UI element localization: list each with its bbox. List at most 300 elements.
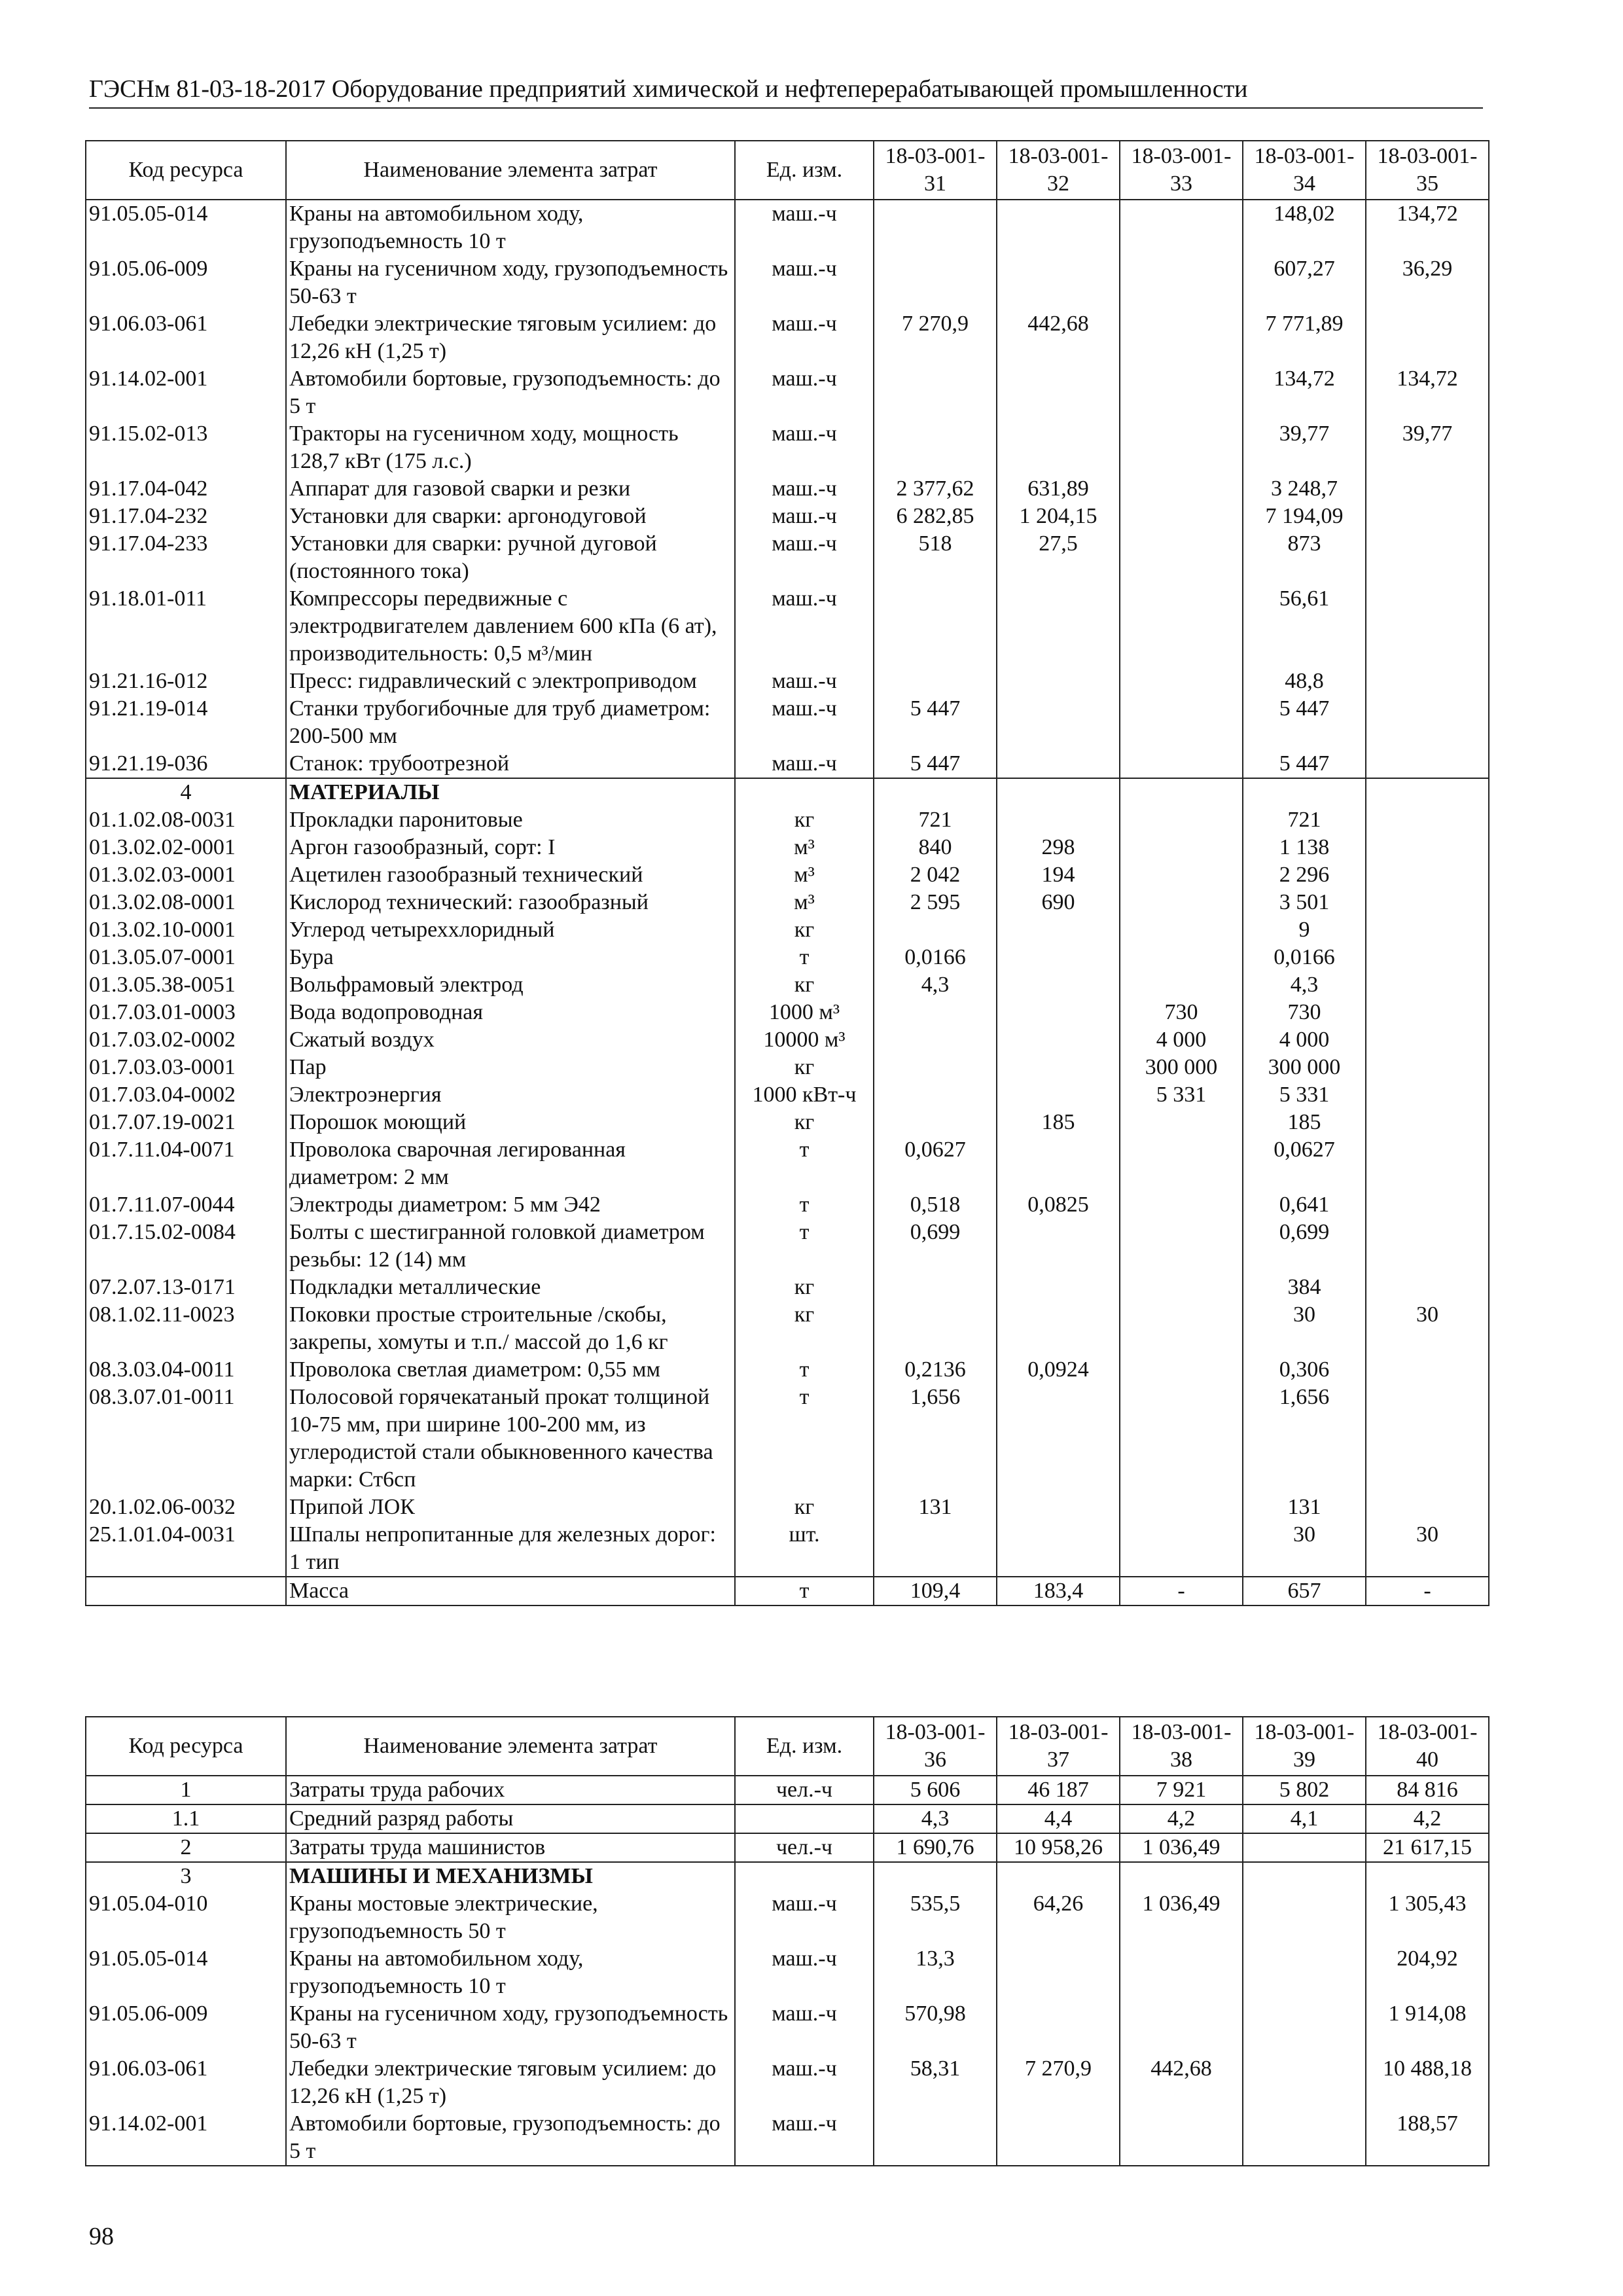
value-cell: 518 [874, 530, 997, 585]
value-cell: 204,92 [1366, 1945, 1489, 2000]
value-cell [997, 2110, 1120, 2166]
value-cell: 690 [997, 889, 1120, 916]
value-cell [874, 585, 997, 668]
value-cell [1366, 503, 1489, 530]
table-row [86, 1494, 1489, 1521]
table-row [86, 834, 1489, 861]
table-row [86, 1384, 1489, 1494]
value-cell [1120, 889, 1243, 916]
value-cell: - [1120, 1577, 1243, 1605]
column-header: 18-03-001-35 [1366, 141, 1489, 200]
value-cell [997, 695, 1120, 750]
unit-cell: кг [735, 1274, 874, 1301]
code-cell: 01.3.05.38-0051 [86, 971, 286, 999]
value-cell: 0,0627 [874, 1136, 997, 1191]
code-cell: 25.1.01.04-0031 [86, 1521, 286, 1577]
code-cell: 4 [86, 778, 286, 806]
value-cell: 0,0825 [997, 1191, 1120, 1219]
unit-cell: м³ [735, 861, 874, 889]
unit-cell: маш.-ч [735, 200, 874, 255]
value-cell: 13,3 [874, 1945, 997, 2000]
value-cell [1120, 420, 1243, 475]
value-cell [997, 585, 1120, 668]
value-cell: 384 [1243, 1274, 1366, 1301]
code-cell: 91.05.05-014 [86, 200, 286, 255]
value-cell [997, 1494, 1120, 1521]
unit-cell: т [735, 1191, 874, 1219]
value-cell: 730 [1120, 999, 1243, 1026]
table-row [86, 1945, 1489, 2000]
table-row [86, 806, 1489, 834]
value-cell: 2 296 [1243, 861, 1366, 889]
value-cell: 131 [874, 1494, 997, 1521]
value-cell: 4 000 [1243, 1026, 1366, 1054]
column-header: Наименование элемента затрат [286, 141, 735, 200]
value-cell: 300 000 [1243, 1054, 1366, 1081]
table-row [86, 255, 1489, 310]
name-cell: Углерод четыреххлоридный [286, 916, 735, 944]
value-cell [874, 1301, 997, 1356]
value-cell: 570,98 [874, 2000, 997, 2055]
name-cell: Тракторы на гусеничном ходу, мощность 128,7 кВт (175 л.с.) [286, 420, 735, 475]
value-cell [1366, 1862, 1489, 1890]
value-cell [997, 1054, 1120, 1081]
unit-cell: маш.-ч [735, 530, 874, 585]
value-cell [1366, 530, 1489, 585]
value-cell [1120, 200, 1243, 255]
name-cell: Лебедки электрические тяговым усилием: до 12,26 кН (1,25 т) [286, 310, 735, 365]
value-cell [874, 778, 997, 806]
value-cell: 148,02 [1243, 200, 1366, 255]
value-cell: 0,306 [1243, 1356, 1366, 1384]
unit-cell: чел.-ч [735, 1776, 874, 1804]
name-cell: Подкладки металлические [286, 1274, 735, 1301]
value-cell [1366, 778, 1489, 806]
name-cell: Краны на автомобильном ходу, грузоподъемность 10 т [286, 1945, 735, 2000]
value-cell: 27,5 [997, 530, 1120, 585]
value-cell [1120, 1356, 1243, 1384]
table-row [86, 1081, 1489, 1109]
value-cell [997, 1384, 1120, 1494]
value-cell [1243, 2055, 1366, 2110]
value-cell: 134,72 [1366, 200, 1489, 255]
code-cell: 01.3.02.10-0001 [86, 916, 286, 944]
name-cell: Припой ЛОК [286, 1494, 735, 1521]
value-cell: 2 042 [874, 861, 997, 889]
unit-cell: маш.-ч [735, 695, 874, 750]
value-cell [874, 999, 997, 1026]
name-cell: Затраты труда машинистов [286, 1833, 735, 1862]
unit-cell: маш.-ч [735, 750, 874, 778]
unit-cell: маш.-ч [735, 1945, 874, 2000]
unit-cell: т [735, 1577, 874, 1605]
value-cell [1120, 1109, 1243, 1136]
value-cell [1366, 916, 1489, 944]
table-row [86, 200, 1489, 255]
value-cell [1366, 944, 1489, 971]
value-cell: 4,4 [997, 1804, 1120, 1833]
column-header: 18-03-001-32 [997, 141, 1120, 200]
value-cell [1120, 1219, 1243, 1274]
column-header: 18-03-001-37 [997, 1717, 1120, 1776]
value-cell: 5 802 [1243, 1776, 1366, 1804]
value-cell: 298 [997, 834, 1120, 861]
value-cell: 5 447 [874, 750, 997, 778]
value-cell: 6 282,85 [874, 503, 997, 530]
column-header: 18-03-001-38 [1120, 1717, 1243, 1776]
unit-cell: маш.-ч [735, 365, 874, 420]
table-row [86, 475, 1489, 503]
value-cell: 46 187 [997, 1776, 1120, 1804]
unit-cell: кг [735, 806, 874, 834]
unit-cell: маш.-ч [735, 1890, 874, 1945]
value-cell: 4,2 [1366, 1804, 1489, 1833]
resource-table-2 [85, 1716, 1489, 2166]
unit-cell: маш.-ч [735, 475, 874, 503]
value-cell: 7 771,89 [1243, 310, 1366, 365]
code-cell: 1.1 [86, 1804, 286, 1833]
value-cell [1120, 1274, 1243, 1301]
value-cell [997, 971, 1120, 999]
value-cell: 721 [874, 806, 997, 834]
name-cell: Порошок моющий [286, 1109, 735, 1136]
value-cell: 56,61 [1243, 585, 1366, 668]
code-cell: 2 [86, 1833, 286, 1862]
table-row [86, 1577, 1489, 1605]
value-cell: 730 [1243, 999, 1366, 1026]
value-cell: 58,31 [874, 2055, 997, 2110]
code-cell: 91.18.01-011 [86, 585, 286, 668]
name-cell: Прокладки паронитовые [286, 806, 735, 834]
name-cell: Краны на гусеничном ходу, грузоподъемность 50-63 т [286, 255, 735, 310]
code-cell: 01.3.02.03-0001 [86, 861, 286, 889]
table-row [86, 1301, 1489, 1356]
value-cell: 3 248,7 [1243, 475, 1366, 503]
table-row [86, 1776, 1489, 1804]
name-cell: Вода водопроводная [286, 999, 735, 1026]
unit-cell: маш.-ч [735, 310, 874, 365]
value-cell: 134,72 [1243, 365, 1366, 420]
table-row [86, 1109, 1489, 1136]
value-cell [997, 1026, 1120, 1054]
value-cell [874, 1081, 997, 1109]
value-cell: - [1366, 1577, 1489, 1605]
value-cell: 10 958,26 [997, 1833, 1120, 1862]
value-cell [1120, 916, 1243, 944]
value-cell: 5 331 [1120, 1081, 1243, 1109]
value-cell [1120, 503, 1243, 530]
value-cell: 4,3 [874, 971, 997, 999]
code-cell: 91.06.03-061 [86, 2055, 286, 2110]
value-cell: 0,699 [1243, 1219, 1366, 1274]
value-cell [1120, 861, 1243, 889]
value-cell [1120, 971, 1243, 999]
value-cell [997, 944, 1120, 971]
name-cell: Аргон газообразный, сорт: I [286, 834, 735, 861]
value-cell: 0,0166 [874, 944, 997, 971]
name-cell: Вольфрамовый электрод [286, 971, 735, 999]
code-cell: 01.7.03.02-0002 [86, 1026, 286, 1054]
name-cell: Проволока сварочная легированная диаметром: 2 мм [286, 1136, 735, 1191]
column-header: Ед. изм. [735, 141, 874, 200]
value-cell: 631,89 [997, 475, 1120, 503]
value-cell [1366, 806, 1489, 834]
unit-cell: т [735, 1356, 874, 1384]
table-row [86, 1804, 1489, 1833]
value-cell: 39,77 [1243, 420, 1366, 475]
value-cell: 7 270,9 [874, 310, 997, 365]
value-cell: 840 [874, 834, 997, 861]
code-cell: 01.7.03.04-0002 [86, 1081, 286, 1109]
name-cell: Краны на автомобильном ходу, грузоподъемность 10 т [286, 200, 735, 255]
unit-cell: маш.-ч [735, 585, 874, 668]
code-cell: 01.7.03.03-0001 [86, 1054, 286, 1081]
value-cell: 30 [1243, 1301, 1366, 1356]
code-cell: 08.3.07.01-0011 [86, 1384, 286, 1494]
value-cell [1366, 889, 1489, 916]
name-cell: Установки для сварки: ручной дуговой (постоянного тока) [286, 530, 735, 585]
table-row [86, 503, 1489, 530]
unit-cell: 1000 кВт-ч [735, 1081, 874, 1109]
table-header-row [86, 1717, 1489, 1776]
value-cell [1366, 999, 1489, 1026]
name-cell: Шпалы непропитанные для железных дорог: 1 тип [286, 1521, 735, 1577]
value-cell [1120, 365, 1243, 420]
value-cell: 48,8 [1243, 668, 1366, 695]
value-cell: 5 447 [1243, 750, 1366, 778]
table-row [86, 1890, 1489, 1945]
table-row [86, 530, 1489, 585]
unit-cell: 1000 м³ [735, 999, 874, 1026]
value-cell [997, 1081, 1120, 1109]
value-cell [874, 1054, 997, 1081]
table-row [86, 1026, 1489, 1054]
value-cell [1243, 2110, 1366, 2166]
value-cell [997, 1219, 1120, 1274]
unit-cell: м³ [735, 889, 874, 916]
value-cell: 1 204,15 [997, 503, 1120, 530]
value-cell: 300 000 [1120, 1054, 1243, 1081]
value-cell [1120, 475, 1243, 503]
value-cell [1120, 1384, 1243, 1494]
name-cell: Болты с шестигранной головкой диаметром резьбы: 12 (14) мм [286, 1219, 735, 1274]
code-cell: 91.21.16-012 [86, 668, 286, 695]
value-cell: 5 447 [874, 695, 997, 750]
value-cell [1120, 944, 1243, 971]
table-row [86, 695, 1489, 750]
value-cell: 7 270,9 [997, 2055, 1120, 2110]
unit-cell: 10000 м³ [735, 1026, 874, 1054]
value-cell: 0,518 [874, 1191, 997, 1219]
code-cell: 91.17.04-042 [86, 475, 286, 503]
value-cell [1120, 1136, 1243, 1191]
unit-cell: чел.-ч [735, 1833, 874, 1862]
value-cell: 873 [1243, 530, 1366, 585]
code-cell: 01.7.03.01-0003 [86, 999, 286, 1026]
unit-cell: т [735, 1136, 874, 1191]
code-cell: 20.1.02.06-0032 [86, 1494, 286, 1521]
name-cell: Краны мостовые электрические, грузоподъемность 50 т [286, 1890, 735, 1945]
value-cell [874, 1026, 997, 1054]
value-cell: 4,2 [1120, 1804, 1243, 1833]
value-cell: 188,57 [1366, 2110, 1489, 2166]
value-cell: 657 [1243, 1577, 1366, 1605]
value-cell: 721 [1243, 806, 1366, 834]
name-cell: Автомобили бортовые, грузоподъемность: до 5 т [286, 2110, 735, 2166]
value-cell: 4,1 [1243, 1804, 1366, 1833]
value-cell: 5 447 [1243, 695, 1366, 750]
page-header: ГЭСНм 81-03-18-2017 Оборудование предприятий химической и нефтеперерабатывающей промышленности [89, 73, 1483, 109]
value-cell: 0,699 [874, 1219, 997, 1274]
value-cell [1366, 834, 1489, 861]
value-cell [997, 1521, 1120, 1577]
unit-cell: м³ [735, 834, 874, 861]
code-cell: 91.14.02-001 [86, 365, 286, 420]
code-cell [86, 1577, 286, 1605]
value-cell [997, 365, 1120, 420]
value-cell [1120, 310, 1243, 365]
unit-cell: маш.-ч [735, 503, 874, 530]
value-cell: 64,26 [997, 1890, 1120, 1945]
value-cell [874, 668, 997, 695]
value-cell: 1 036,49 [1120, 1890, 1243, 1945]
value-cell [1243, 1945, 1366, 2000]
value-cell: 0,0924 [997, 1356, 1120, 1384]
code-cell: 01.3.05.07-0001 [86, 944, 286, 971]
value-cell: 4,3 [1243, 971, 1366, 999]
value-cell: 607,27 [1243, 255, 1366, 310]
value-cell: 4 000 [1120, 1026, 1243, 1054]
value-cell: 3 501 [1243, 889, 1366, 916]
value-cell: 185 [997, 1109, 1120, 1136]
value-cell [874, 916, 997, 944]
name-cell: Проволока светлая диаметром: 0,55 мм [286, 1356, 735, 1384]
name-cell: МАТЕРИАЛЫ [286, 778, 735, 806]
column-header: 18-03-001-36 [874, 1717, 997, 1776]
table-header-row [86, 141, 1489, 200]
name-cell: Затраты труда рабочих [286, 1776, 735, 1804]
code-cell: 91.05.04-010 [86, 1890, 286, 1945]
value-cell [997, 255, 1120, 310]
name-cell: Пар [286, 1054, 735, 1081]
value-cell [874, 420, 997, 475]
table-row [86, 1054, 1489, 1081]
value-cell: 0,0166 [1243, 944, 1366, 971]
value-cell: 1 036,49 [1120, 1833, 1243, 1862]
value-cell: 5 331 [1243, 1081, 1366, 1109]
value-cell [1120, 668, 1243, 695]
unit-cell: маш.-ч [735, 2055, 874, 2110]
table-row [86, 2055, 1489, 2110]
value-cell: 10 488,18 [1366, 2055, 1489, 2110]
code-cell: 07.2.07.13-0171 [86, 1274, 286, 1301]
table-row [86, 778, 1489, 806]
value-cell [1366, 1356, 1489, 1384]
value-cell [1243, 778, 1366, 806]
value-cell: 1 914,08 [1366, 2000, 1489, 2055]
name-cell: Полосовой горячекатаный прокат толщиной 10-75 мм, при ширине 100-200 мм, из углеродистой стали обыкновенного качества марки: Ст6сп [286, 1384, 735, 1494]
table-row [86, 2000, 1489, 2055]
unit-cell: маш.-ч [735, 420, 874, 475]
code-cell: 08.3.03.04-0011 [86, 1356, 286, 1384]
name-cell: Станки трубогибочные для труб диаметром: 200-500 мм [286, 695, 735, 750]
code-cell: 91.14.02-001 [86, 2110, 286, 2166]
value-cell [1366, 475, 1489, 503]
value-cell: 185 [1243, 1109, 1366, 1136]
value-cell [1366, 1136, 1489, 1191]
table-row [86, 1862, 1489, 1890]
value-cell [1243, 2000, 1366, 2055]
name-cell: Поковки простые строительные /скобы, закрепы, хомуты и т.п./ массой до 1,6 кг [286, 1301, 735, 1356]
unit-cell: маш.-ч [735, 2000, 874, 2055]
column-header: 18-03-001-31 [874, 141, 997, 200]
value-cell [997, 1945, 1120, 2000]
value-cell: 84 816 [1366, 1776, 1489, 1804]
unit-cell: маш.-ч [735, 2110, 874, 2166]
value-cell [997, 2000, 1120, 2055]
value-cell [1243, 1890, 1366, 1945]
value-cell [1366, 861, 1489, 889]
value-cell [997, 1862, 1120, 1890]
code-cell: 01.7.11.04-0071 [86, 1136, 286, 1191]
unit-cell: т [735, 1219, 874, 1274]
value-cell [1120, 834, 1243, 861]
code-cell: 91.21.19-014 [86, 695, 286, 750]
value-cell [874, 1521, 997, 1577]
code-cell: 01.3.02.02-0001 [86, 834, 286, 861]
unit-cell: маш.-ч [735, 668, 874, 695]
value-cell: 9 [1243, 916, 1366, 944]
value-cell [1120, 1494, 1243, 1521]
value-cell [1366, 1081, 1489, 1109]
code-cell: 91.17.04-232 [86, 503, 286, 530]
column-header: 18-03-001-33 [1120, 141, 1243, 200]
value-cell [1120, 1191, 1243, 1219]
code-cell: 91.15.02-013 [86, 420, 286, 475]
value-cell [874, 365, 997, 420]
name-cell: Ацетилен газообразный технический [286, 861, 735, 889]
unit-cell: т [735, 1384, 874, 1494]
value-cell [1120, 530, 1243, 585]
column-header: 18-03-001-34 [1243, 141, 1366, 200]
value-cell [1120, 695, 1243, 750]
table-row [86, 668, 1489, 695]
name-cell: Пресс: гидравлический с электроприводом [286, 668, 735, 695]
table-row [86, 999, 1489, 1026]
name-cell: Бура [286, 944, 735, 971]
value-cell: 131 [1243, 1494, 1366, 1521]
value-cell [997, 1274, 1120, 1301]
value-cell [1366, 1109, 1489, 1136]
unit-cell: кг [735, 1109, 874, 1136]
value-cell: 1 690,76 [874, 1833, 997, 1862]
code-cell: 01.7.15.02-0084 [86, 1219, 286, 1274]
value-cell [1243, 1862, 1366, 1890]
value-cell: 7 921 [1120, 1776, 1243, 1804]
table-row [86, 420, 1489, 475]
code-cell: 91.05.06-009 [86, 2000, 286, 2055]
code-cell: 08.1.02.11-0023 [86, 1301, 286, 1356]
value-cell [997, 1301, 1120, 1356]
value-cell: 30 [1366, 1301, 1489, 1356]
table-row [86, 1356, 1489, 1384]
code-cell: 91.05.06-009 [86, 255, 286, 310]
value-cell [1120, 1945, 1243, 2000]
value-cell: 183,4 [997, 1577, 1120, 1605]
column-header: 18-03-001-40 [1366, 1717, 1489, 1776]
value-cell: 4,3 [874, 1804, 997, 1833]
table-row [86, 750, 1489, 778]
